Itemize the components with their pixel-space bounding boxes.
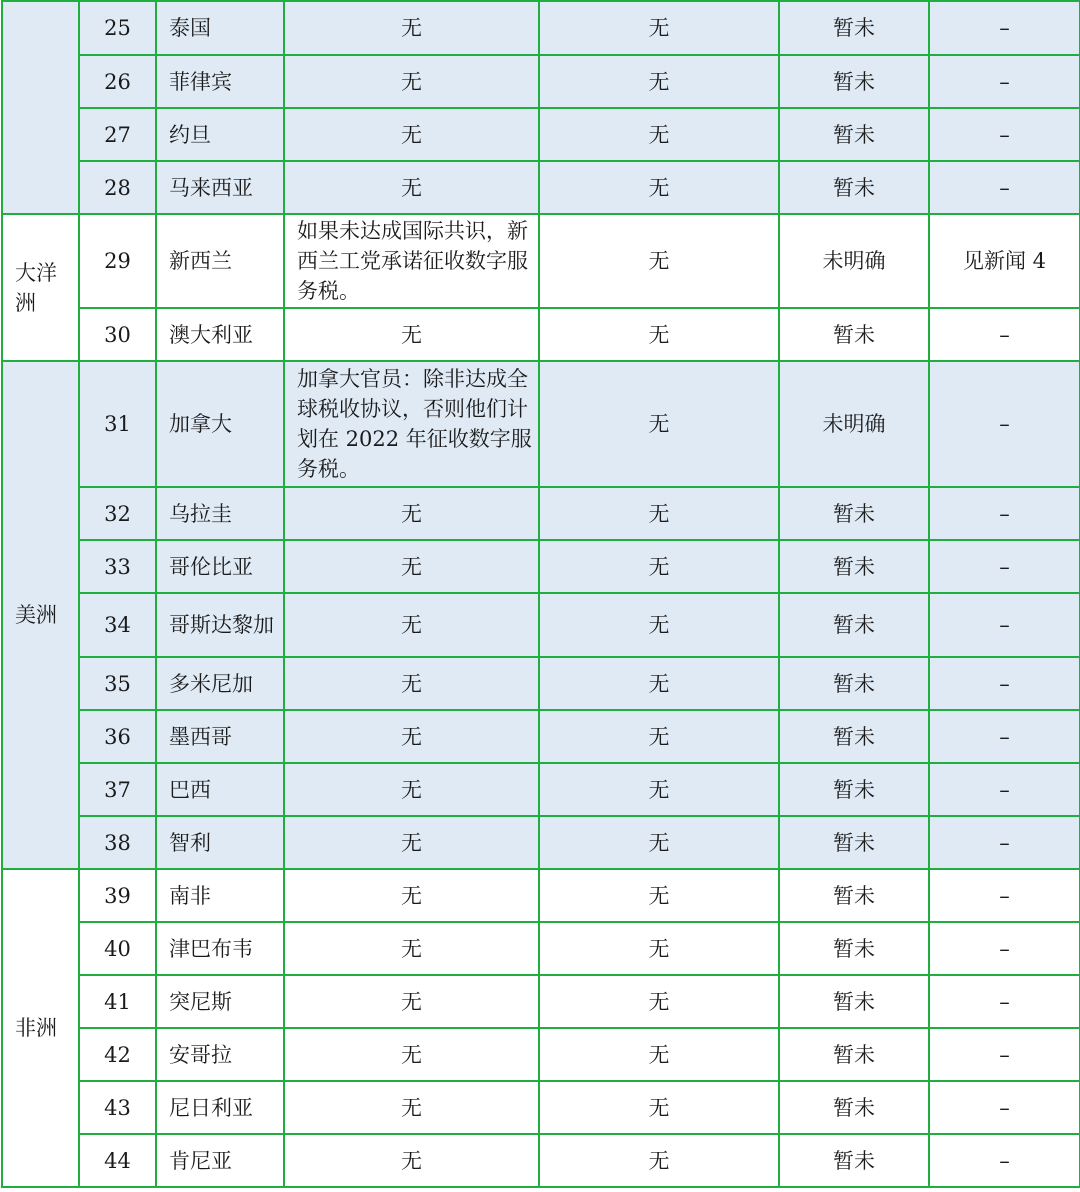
country-name: 墨西哥	[156, 710, 284, 763]
country-name: 巴西	[156, 763, 284, 816]
note-cell: 见新闻 4	[929, 214, 1080, 308]
note-cell: –	[929, 1028, 1080, 1081]
country-name: 加拿大	[156, 361, 284, 487]
status-cell: 无	[539, 869, 779, 922]
row-number: 44	[79, 1134, 156, 1187]
status-cell: 无	[539, 1081, 779, 1134]
note-cell: –	[929, 308, 1080, 361]
table-row	[2, 308, 1080, 361]
status-cell: 无	[539, 710, 779, 763]
status-cell: 无	[539, 55, 779, 108]
table-row	[2, 214, 1080, 308]
measure-cell: 无	[284, 816, 539, 869]
status-cell: 无	[539, 1134, 779, 1187]
status-cell: 无	[539, 308, 779, 361]
plan-cell: 未明确	[779, 361, 929, 487]
table-row	[2, 1, 1080, 55]
region-cell	[2, 1, 79, 214]
note-cell: –	[929, 55, 1080, 108]
table-row	[2, 1081, 1080, 1134]
measure-cell: 无	[284, 55, 539, 108]
measure-cell: 无	[284, 1134, 539, 1187]
note-cell: –	[929, 540, 1080, 593]
note-cell: –	[929, 763, 1080, 816]
row-number: 40	[79, 922, 156, 975]
country-name: 澳大利亚	[156, 308, 284, 361]
measure-cell: 无	[284, 975, 539, 1028]
status-cell: 无	[539, 540, 779, 593]
status-cell: 无	[539, 1, 779, 55]
note-cell: –	[929, 975, 1080, 1028]
row-number: 38	[79, 816, 156, 869]
measure-cell: 无	[284, 161, 539, 214]
row-number: 39	[79, 869, 156, 922]
plan-cell: 暂未	[779, 657, 929, 710]
status-cell: 无	[539, 108, 779, 161]
plan-cell: 暂未	[779, 1028, 929, 1081]
note-cell: –	[929, 487, 1080, 540]
table-row	[2, 1028, 1080, 1081]
measure-cell: 无	[284, 540, 539, 593]
table-row	[2, 657, 1080, 710]
measure-cell: 无	[284, 593, 539, 657]
plan-cell: 暂未	[779, 869, 929, 922]
note-cell: –	[929, 161, 1080, 214]
measure-cell: 加拿大官员：除非达成全球税收协议，否则他们计划在 2022 年征收数字服务税。	[284, 361, 539, 487]
row-number: 27	[79, 108, 156, 161]
status-cell: 无	[539, 816, 779, 869]
status-cell: 无	[539, 487, 779, 540]
status-cell: 无	[539, 975, 779, 1028]
plan-cell: 暂未	[779, 487, 929, 540]
table-row	[2, 816, 1080, 869]
dst-table	[1, 0, 1080, 1188]
table-row	[2, 487, 1080, 540]
row-number: 36	[79, 710, 156, 763]
row-number: 28	[79, 161, 156, 214]
note-cell: –	[929, 361, 1080, 487]
plan-cell: 暂未	[779, 55, 929, 108]
country-name: 约旦	[156, 108, 284, 161]
status-cell: 无	[539, 214, 779, 308]
plan-cell: 暂未	[779, 922, 929, 975]
measure-cell: 无	[284, 763, 539, 816]
status-cell: 无	[539, 593, 779, 657]
row-number: 35	[79, 657, 156, 710]
table-row	[2, 975, 1080, 1028]
plan-cell: 暂未	[779, 108, 929, 161]
note-cell: –	[929, 1, 1080, 55]
row-number: 25	[79, 1, 156, 55]
country-name: 乌拉圭	[156, 487, 284, 540]
country-name: 智利	[156, 816, 284, 869]
status-cell: 无	[539, 1028, 779, 1081]
country-name: 新西兰	[156, 214, 284, 308]
note-cell: –	[929, 922, 1080, 975]
measure-cell: 无	[284, 487, 539, 540]
table-row	[2, 540, 1080, 593]
row-number: 26	[79, 55, 156, 108]
measure-cell: 无	[284, 657, 539, 710]
table-row	[2, 710, 1080, 763]
row-number: 43	[79, 1081, 156, 1134]
row-number: 33	[79, 540, 156, 593]
note-cell: –	[929, 710, 1080, 763]
measure-cell: 无	[284, 108, 539, 161]
plan-cell: 暂未	[779, 1, 929, 55]
country-name: 哥斯达黎加	[156, 593, 284, 657]
country-name: 菲律宾	[156, 55, 284, 108]
country-name: 津巴布韦	[156, 922, 284, 975]
country-name: 突尼斯	[156, 975, 284, 1028]
note-cell: –	[929, 869, 1080, 922]
row-number: 41	[79, 975, 156, 1028]
country-name: 多米尼加	[156, 657, 284, 710]
note-cell: –	[929, 657, 1080, 710]
row-number: 37	[79, 763, 156, 816]
plan-cell: 暂未	[779, 975, 929, 1028]
country-name: 泰国	[156, 1, 284, 55]
plan-cell: 暂未	[779, 1134, 929, 1187]
note-cell: –	[929, 1081, 1080, 1134]
measure-cell: 无	[284, 1028, 539, 1081]
measure-cell: 无	[284, 308, 539, 361]
measure-cell: 无	[284, 710, 539, 763]
note-cell: –	[929, 108, 1080, 161]
table-row	[2, 108, 1080, 161]
region-cell: 大洋洲	[2, 214, 79, 361]
status-cell: 无	[539, 361, 779, 487]
country-name: 马来西亚	[156, 161, 284, 214]
plan-cell: 暂未	[779, 710, 929, 763]
table-row	[2, 593, 1080, 657]
note-cell: –	[929, 593, 1080, 657]
plan-cell: 暂未	[779, 763, 929, 816]
country-name: 安哥拉	[156, 1028, 284, 1081]
row-number: 29	[79, 214, 156, 308]
measure-cell: 无	[284, 1081, 539, 1134]
plan-cell: 暂未	[779, 1081, 929, 1134]
region-cell: 非洲	[2, 869, 79, 1187]
status-cell: 无	[539, 763, 779, 816]
measure-cell: 无	[284, 869, 539, 922]
measure-cell: 无	[284, 1, 539, 55]
plan-cell: 暂未	[779, 593, 929, 657]
measure-cell: 如果未达成国际共识，新西兰工党承诺征收数字服务税。	[284, 214, 539, 308]
table-row	[2, 361, 1080, 487]
row-number: 30	[79, 308, 156, 361]
row-number: 31	[79, 361, 156, 487]
table-row	[2, 922, 1080, 975]
plan-cell: 暂未	[779, 540, 929, 593]
table-row	[2, 869, 1080, 922]
table-row	[2, 161, 1080, 214]
row-number: 34	[79, 593, 156, 657]
table-row	[2, 55, 1080, 108]
plan-cell: 未明确	[779, 214, 929, 308]
region-cell: 美洲	[2, 361, 79, 869]
status-cell: 无	[539, 922, 779, 975]
table-row	[2, 763, 1080, 816]
country-name: 哥伦比亚	[156, 540, 284, 593]
status-cell: 无	[539, 161, 779, 214]
country-name: 肯尼亚	[156, 1134, 284, 1187]
note-cell: –	[929, 816, 1080, 869]
measure-cell: 无	[284, 922, 539, 975]
status-cell: 无	[539, 657, 779, 710]
note-cell: –	[929, 1134, 1080, 1187]
plan-cell: 暂未	[779, 816, 929, 869]
country-name: 南非	[156, 869, 284, 922]
row-number: 42	[79, 1028, 156, 1081]
table-row	[2, 1134, 1080, 1187]
plan-cell: 暂未	[779, 308, 929, 361]
plan-cell: 暂未	[779, 161, 929, 214]
country-name: 尼日利亚	[156, 1081, 284, 1134]
row-number: 32	[79, 487, 156, 540]
